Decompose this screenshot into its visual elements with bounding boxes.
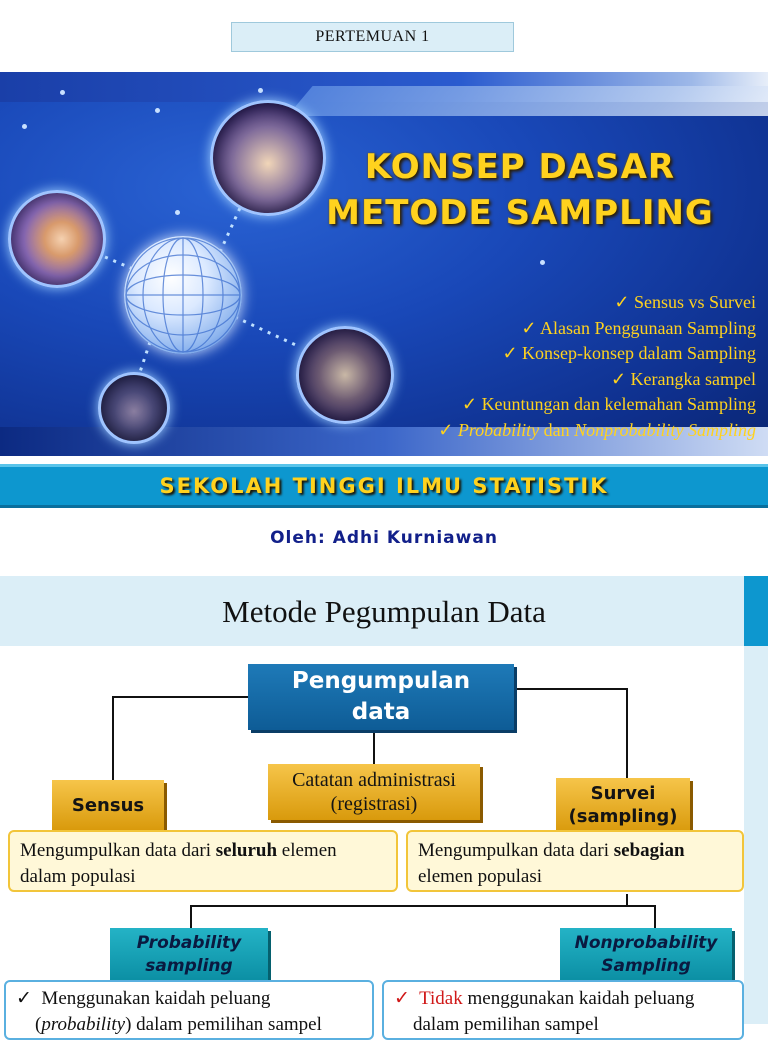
sensus-description (8, 830, 398, 892)
nonprobability-line: Nonprobability (574, 933, 718, 953)
probability-line: Probability (136, 933, 242, 953)
desc-text: Mengumpulkan data dari (20, 840, 216, 861)
connector-line (373, 730, 375, 764)
check-icon: ✓ (614, 292, 630, 312)
topic-item (438, 316, 756, 342)
connector-line (112, 696, 249, 698)
topic-text: dan (539, 419, 575, 440)
root-node (248, 664, 514, 730)
connector-line (626, 688, 628, 778)
topic-text: Keuntungan dan kelemahan Sampling (481, 394, 756, 414)
probability-line: sampling (145, 956, 233, 976)
desc-text: dalam pemilihan sampel (413, 1014, 599, 1035)
check-icon: ✓ (502, 343, 518, 363)
author-line: Oleh: Adhi Kurniawan (270, 528, 498, 548)
survei-line: (sampling) (568, 806, 678, 827)
title-slide (0, 72, 768, 456)
slide-title (290, 144, 750, 236)
title-line-2: METODE SAMPLING (326, 193, 714, 233)
topic-item (438, 367, 756, 393)
catatan-node (268, 764, 480, 820)
connector-line (112, 696, 114, 782)
root-line: Pengumpulan (291, 668, 471, 694)
probability-description (4, 980, 374, 1040)
desc-text: elemen populasi (418, 866, 542, 887)
nonprobability-line: Sampling (601, 956, 691, 976)
city-photo-orb (98, 372, 170, 444)
globe-icon (124, 236, 242, 354)
connector-line (190, 905, 192, 929)
sensus-node: Sensus (52, 780, 164, 830)
desc-text: menggunakan kaidah peluang (462, 988, 695, 1009)
desc-italic: probability (41, 1014, 126, 1035)
desc-red: Tidak (419, 988, 463, 1009)
root-line: data (351, 699, 411, 725)
topic-text: Nonprobability Sampling (574, 419, 756, 440)
nonprobability-description (382, 980, 744, 1040)
survei-description (406, 830, 744, 892)
topic-item (438, 341, 756, 367)
desc-text: Mengumpulkan data dari (418, 840, 614, 861)
topic-item (438, 418, 756, 444)
check-icon: ✓ (461, 394, 478, 414)
connector-line (654, 905, 656, 929)
check-icon: ✓ (394, 988, 410, 1009)
probability-node (110, 928, 268, 982)
catatan-line: (registrasi) (330, 793, 418, 815)
connector-line (190, 905, 656, 907)
topic-text: Probability (457, 419, 540, 440)
slide2-title: Metode Pegumpulan Data (222, 594, 546, 629)
topic-text: Kerangka sampel (630, 368, 756, 389)
desc-text: ( (35, 1014, 42, 1035)
topic-item (438, 392, 756, 418)
nonprobability-node (560, 928, 732, 982)
check-icon: ✓ (610, 368, 627, 389)
check-icon: ✓ (16, 988, 32, 1009)
handshake-photo-orb (296, 326, 394, 424)
topic-item (438, 290, 756, 316)
desc-text: Menggunakan kaidah peluang (41, 988, 271, 1009)
topic-list (438, 290, 756, 443)
desc-bold: seluruh (215, 840, 278, 861)
check-icon: ✓ (521, 317, 537, 338)
woman-phone-photo-orb (8, 190, 106, 288)
survei-node (556, 778, 690, 832)
desc-text: elemen dalam populasi (20, 840, 337, 887)
connector-line (516, 688, 628, 690)
topic-text: Sensus vs Survei (633, 292, 756, 312)
topic-text: Konsep-konsep dalam Sampling (522, 343, 756, 363)
title-line-1: KONSEP DASAR (364, 147, 676, 187)
desc-bold: sebagian (613, 840, 685, 861)
pertemuan-label: PERTEMUAN 1 (231, 22, 514, 52)
check-icon: ✓ (438, 419, 454, 440)
survei-line: Survei (590, 783, 656, 804)
institution-banner: SEKOLAH TINGGI ILMU STATISTIK (0, 464, 768, 508)
topic-text: Alasan Penggunaan Sampling (540, 317, 756, 338)
desc-text: ) dalam pemilihan sampel (125, 1014, 322, 1035)
catatan-line: Catatan administrasi (292, 769, 456, 791)
